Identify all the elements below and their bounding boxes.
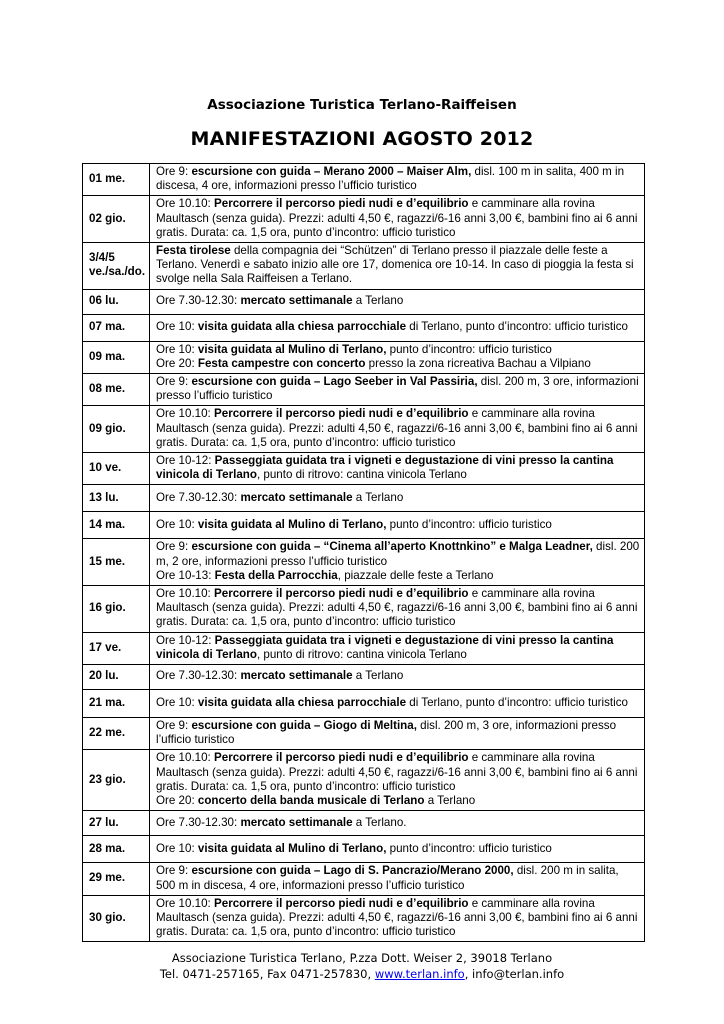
event-text: a Terlano [424,794,476,808]
event-description-line [156,696,640,710]
event-text: a Terlano [352,294,404,308]
event-date: 27 lu. [83,811,150,836]
event-description-line [156,165,640,193]
event-description-line [156,518,640,532]
event-text: Ore 10.10: [156,587,215,601]
event-text: Ore 10: [156,841,198,855]
event-highlight-text: visita guidata alla chiesa parrocchiale [197,695,407,709]
events-table-body [83,164,645,942]
event-row [83,243,645,290]
event-highlight-text: Percorrere il percorso piedi nudi e d’equilibrio [214,197,469,211]
event-description [150,164,645,196]
event-highlight-text: visita guidata al Mulino di Terlano, [197,342,387,356]
event-description [150,406,645,453]
event-highlight-text: escursione con guida – “Cinema all’aperto Knottnkino” e Malga Leadner, [191,540,593,554]
event-description-line [156,719,640,747]
event-date: 16 gio. [83,586,150,633]
event-text: Ore 10: [156,320,198,334]
event-description-line [156,816,640,830]
event-date: 15 me. [83,539,150,586]
event-highlight-text: Passeggiata guidata tra i vigneti e degustazione di vini presso la cantina vinicola di Terlano [156,454,614,482]
event-row [83,314,645,341]
event-text: Ore 9: [156,864,192,878]
footer-address: Associazione Turistica Terlano, P.zza Dott. Weiser 2, 39018 Terlano [171,951,553,965]
event-text: Ore 9: [156,375,192,389]
event-description-line [156,294,640,308]
event-description-line [156,454,640,482]
event-date: 3/4/5 ve./sa./do. [83,243,150,290]
event-row [83,836,645,863]
event-description [150,632,645,664]
event-row [83,718,645,750]
organization-title: Associazione Turistica Terlano-Raiffeisen [207,97,517,113]
event-description [150,485,645,512]
event-description-line [156,669,640,683]
event-highlight-text: visita guidata al Mulino di Terlano, [197,841,387,855]
event-highlight-text: mercato settimanale [240,294,353,308]
event-date: 07 ma. [83,314,150,341]
event-description-line [156,587,640,630]
event-description [150,811,645,836]
event-text: Ore 10: [156,695,198,709]
event-row [83,512,645,539]
event-text: Ore 10-13: [156,568,215,582]
event-highlight-text: Festa campestre con concerto [197,356,366,370]
event-text: disl. 100 m in salita, 400 m in discesa, 4 ore, informazioni presso l’ufficio turistico [156,165,625,193]
event-row [83,453,645,485]
event-row [83,811,645,836]
footer-contact [0,967,724,981]
event-row [83,374,645,406]
event-text: Ore 10-12: [156,454,215,468]
event-date: 17 ve. [83,632,150,664]
event-description-line [156,244,640,287]
event-text: Ore 7.30-12.30: [156,294,241,308]
event-highlight-text: Festa tirolese [156,244,231,258]
event-text: Ore 10.10: [156,896,215,910]
event-description [150,196,645,243]
event-date: 02 gio. [83,196,150,243]
event-description [150,341,645,373]
event-text: Ore 7.30-12.30: [156,490,241,504]
event-text: Ore 9: [156,165,192,178]
event-text: , piazzale delle feste a Terlano [337,568,494,582]
event-description [150,539,645,586]
event-highlight-text: mercato settimanale [240,669,353,683]
event-description [150,665,645,690]
event-description [150,289,645,314]
event-text: disl. 200 m, 2 ore, informazioni presso l’ufficio turistico [156,540,640,568]
event-description [150,512,645,539]
event-row [83,164,645,196]
event-description-line [156,864,640,892]
event-date: 01 me. [83,164,150,196]
event-date: 08 me. [83,374,150,406]
event-date: 29 me. [83,863,150,895]
event-text: della compagnia dei “Schützen” di Terlano presso il piazzale delle feste a Terlano. Venerdì e sabato inizio alle ore 17, domenica ore 10-14. In caso di pioggia la festa si svolge nella Sala Raiffeisen a Terlano. [156,244,634,286]
page-title: MANIFESTAZIONI AGOSTO 2012 [190,128,534,150]
event-text: , punto di ritrovo: cantina vinicola Terlano [256,647,467,661]
event-text: Ore 10-12: [156,633,215,647]
event-description [150,314,645,341]
event-highlight-text: escursione con guida – Lago di S. Pancrazio/Merano 2000, [191,864,514,878]
event-row [83,341,645,373]
event-description-line [156,794,640,808]
event-text: disl. 200 m, 3 ore, informazioni presso l’ufficio turistico [156,375,639,403]
event-description [150,836,645,863]
event-description [150,895,645,942]
event-date: 22 me. [83,718,150,750]
event-date: 23 gio. [83,750,150,811]
event-text: Ore 10.10: [156,751,215,765]
event-row [83,690,645,718]
event-text: Ore 20: [156,356,198,370]
event-date: 28 ma. [83,836,150,863]
event-highlight-text: mercato settimanale [240,815,353,829]
event-description-line [156,407,640,450]
event-text: a Terlano. [352,815,407,829]
event-date: 14 ma. [83,512,150,539]
event-description-line [156,197,640,240]
footer-email: , info@terlan.info [464,967,565,981]
event-description [150,243,645,290]
event-text: a Terlano [352,490,404,504]
event-description-line [156,491,640,505]
event-text: Ore 9: [156,540,192,554]
event-highlight-text: Percorrere il percorso piedi nudi e d’equilibrio [214,587,469,601]
event-description [150,586,645,633]
event-text: e camminare alla rovina Maultasch (senza guida). Prezzi: adulti 4,50 €, ragazzi/6-16 anni 3,00 €, bambini fino ai 6 anni gratis. Durata: ca. 1,5 ora, punto d’incontro: ufficio turistico [156,751,638,793]
event-highlight-text: visita guidata alla chiesa parrocchiale [197,320,407,334]
event-description-line [156,320,640,334]
event-row [83,485,645,512]
event-highlight-text: visita guidata al Mulino di Terlano, [197,517,387,531]
event-highlight-text: escursione con guida – Merano 2000 – Maiser Alm, [191,165,472,178]
event-date: 20 lu. [83,665,150,690]
event-text: e camminare alla rovina Maultasch (senza guida). Prezzi: adulti 4,50 €, ragazzi/6-16 anni 3,00 €, bambini fino ai 6 anni gratis. Durata: ca. 1,5 ora, punto d’incontro: ufficio turistico [156,587,638,629]
events-table [82,163,645,942]
event-text: Ore 9: [156,719,192,733]
event-row [83,289,645,314]
event-text: a Terlano [352,669,404,683]
event-description-line [156,842,640,856]
event-text: punto d’incontro: ufficio turistico [386,517,552,531]
event-text: disl. 200 m, 3 ore, informazioni presso l’ufficio turistico [156,719,617,747]
event-highlight-text: mercato settimanale [240,490,353,504]
event-description-line [156,357,640,371]
event-description [150,374,645,406]
event-description [150,863,645,895]
footer-phone-fax: Tel. 0471-257165, Fax 0471-257830, [159,967,375,981]
event-description-line [156,375,640,403]
event-text: Ore 7.30-12.30: [156,669,241,683]
event-description-line [156,634,640,662]
event-date: 09 ma. [83,341,150,373]
event-highlight-text: escursione con guida – Giogo di Meltina, [191,719,417,733]
event-description [150,453,645,485]
event-text: punto d’incontro: ufficio turistico [386,342,552,356]
event-date: 21 ma. [83,690,150,718]
event-text: Ore 10.10: [156,197,215,211]
event-highlight-text: concerto della banda musicale di Terlano [197,794,425,808]
event-text: , punto di ritrovo: cantina vinicola Terlano [256,468,467,482]
event-row [83,196,645,243]
event-row [83,586,645,633]
event-row [83,895,645,942]
event-highlight-text: Passeggiata guidata tra i vigneti e degustazione di vini presso la cantina vinicola di Terlano [156,633,614,661]
event-highlight-text: Festa della Parrocchia [214,568,338,582]
event-date: 09 gio. [83,406,150,453]
event-text: e camminare alla rovina Maultasch (senza guida). Prezzi: adulti 4,50 €, ragazzi/6-16 anni 3,00 €, bambini fino ai 6 anni gratis. Durata: ca. 1,5 ora, punto d’incontro: ufficio turistico [156,407,638,449]
event-description-line [156,569,640,583]
event-text: disl. 200 m in salita, 500 m in discesa, 4 ore, informazioni presso l’ufficio turistico [156,864,619,892]
event-row [83,539,645,586]
event-date: 06 lu. [83,289,150,314]
event-row [83,406,645,453]
event-description-line [156,751,640,794]
event-row [83,863,645,895]
event-text: di Terlano, punto d’incontro: ufficio turistico [406,320,628,334]
event-highlight-text: escursione con guida – Lago Seeber in Val Passiria, [191,375,478,389]
event-description [150,718,645,750]
event-description-line [156,343,640,357]
event-row [83,750,645,811]
event-text: Ore 10: [156,342,198,356]
event-row [83,632,645,664]
event-text: Ore 20: [156,794,198,808]
event-text: e camminare alla rovina Maultasch (senza guida). Prezzi: adulti 4,50 €, ragazzi/6-16 anni 3,00 €, bambini fino ai 6 anni gratis. Durata: ca. 1,5 ora, punto d’incontro: ufficio turistico [156,197,638,239]
event-date: 30 gio. [83,895,150,942]
event-date: 10 ve. [83,453,150,485]
event-text: presso la zona ricreativa Bachau a Vilpiano [365,356,591,370]
event-text: Ore 10.10: [156,407,215,421]
website-link[interactable]: www.terlan.info [374,967,465,981]
event-date: 13 lu. [83,485,150,512]
event-description [150,690,645,718]
event-description-line [156,897,640,940]
event-description [150,750,645,811]
event-highlight-text: Percorrere il percorso piedi nudi e d’equilibrio [214,407,469,421]
event-text: Ore 10: [156,517,198,531]
event-text: punto d’incontro: ufficio turistico [386,841,552,855]
event-row [83,665,645,690]
event-text: di Terlano, punto d’incontro: ufficio turistico [406,695,628,709]
event-highlight-text: Percorrere il percorso piedi nudi e d’equilibrio [214,751,469,765]
event-text: e camminare alla rovina Maultasch (senza guida). Prezzi: adulti 4,50 €, ragazzi/6-16 anni 3,00 €, bambini fino ai 6 anni gratis. Durata: ca. 1,5 ora, punto d’incontro: ufficio turistico [156,896,638,939]
event-highlight-text: Percorrere il percorso piedi nudi e d’equilibrio [214,896,469,910]
event-text: Ore 7.30-12.30: [156,815,241,829]
event-description-line [156,540,640,568]
